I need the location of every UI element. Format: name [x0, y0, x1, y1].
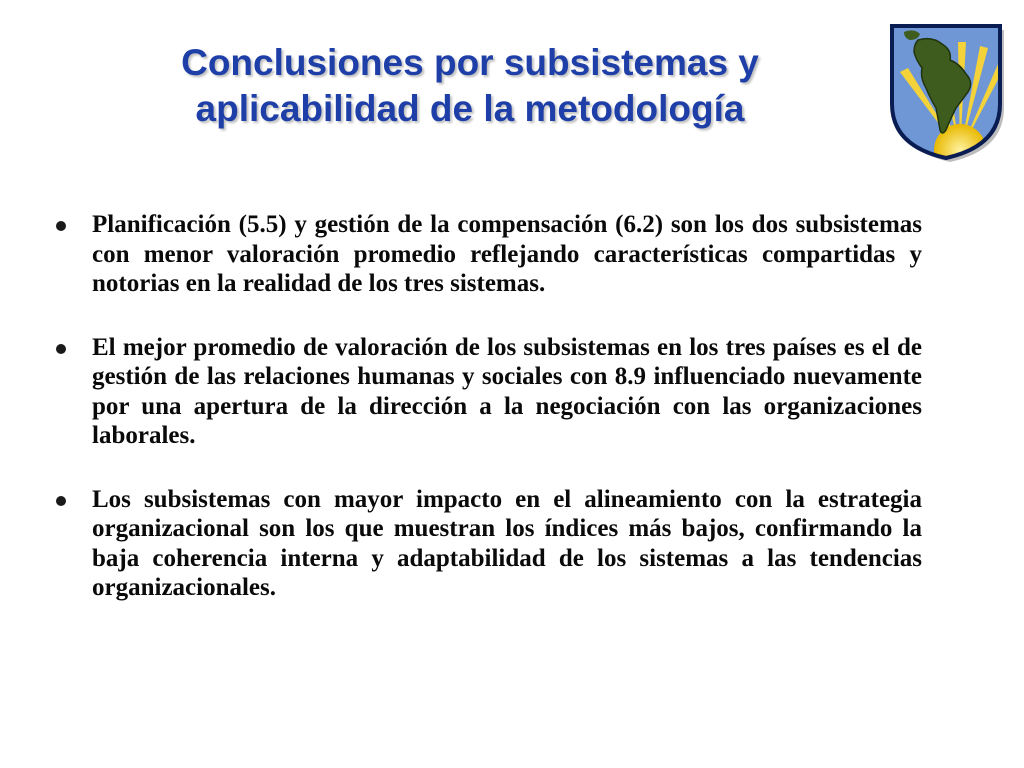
bullet-text: El mejor promedio de valoración de los subsistemas en los tres países es el de gestión de las relaciones humanas y sociales con 8.9 influenciado nuevamente por una apertura de la dirección a la negociación con las organizaciones laborales.	[92, 333, 922, 449]
bullet-dot-icon	[56, 221, 66, 231]
bullet-text: Planificación (5.5) y gestión de la compensación (6.2) son los dos subsistemas con menor valoración promedio reflejando características compartidas y notorias en la realidad de los tres sistemas.	[92, 211, 922, 297]
list-item	[50, 485, 922, 603]
bullet-text: Los subsistemas con mayor impacto en el alineamiento con la estrategia organizacional son los que muestran los índices más bajos, confirmando la baja coherencia interna y adaptabilidad de los sistemas a las tendencias organizacionales.	[92, 485, 922, 601]
bullet-dot-icon	[56, 344, 66, 354]
list-item	[50, 333, 922, 451]
slide-title	[20, 40, 920, 132]
south-america-map-shield-icon	[880, 12, 1012, 164]
slide-title-line-2: aplicabilidad de la metodología	[195, 88, 745, 129]
slide-title-line-1: Conclusiones por subsistemas y	[181, 42, 759, 83]
list-item	[50, 210, 922, 299]
bullet-dot-icon	[56, 496, 66, 506]
bullet-list	[50, 210, 922, 637]
